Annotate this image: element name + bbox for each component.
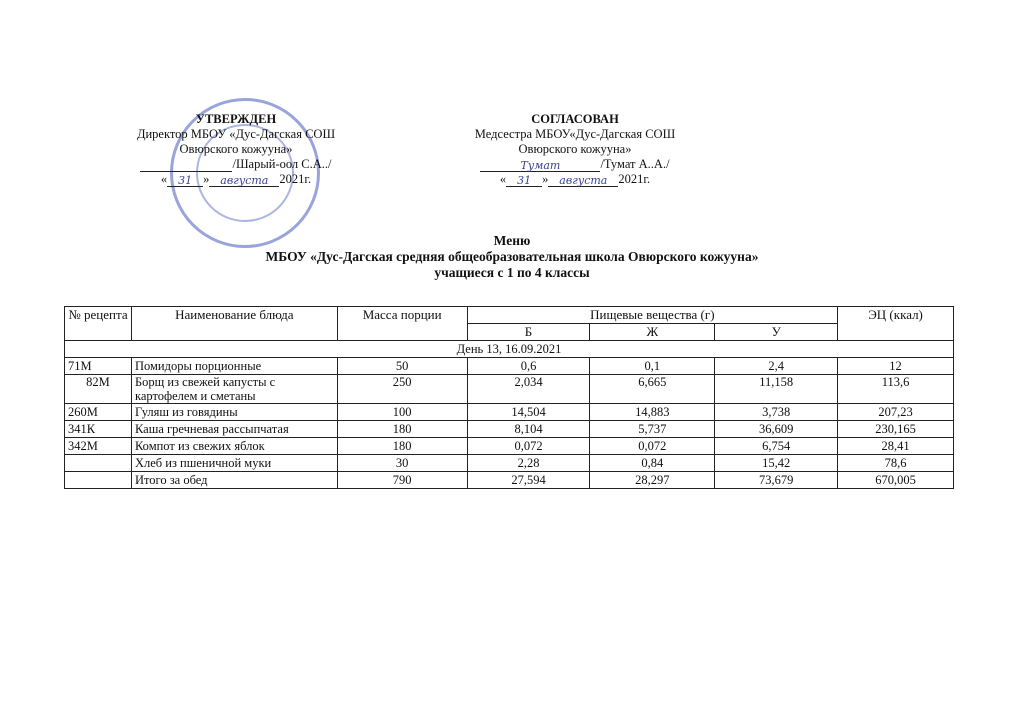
agreed-date-open-quote: « bbox=[499, 172, 507, 186]
cell-recipe: 341К bbox=[65, 421, 132, 438]
cell-carbs: 6,754 bbox=[715, 438, 838, 455]
total-fat: 28,297 bbox=[590, 472, 715, 489]
cell-energy: 230,165 bbox=[838, 421, 954, 438]
cell-carbs: 2,4 bbox=[715, 358, 838, 375]
approved-signature-field bbox=[140, 158, 232, 172]
cell-weight: 180 bbox=[337, 438, 467, 455]
approved-heading: УТВЕРЖДЕН bbox=[195, 112, 277, 126]
day-row bbox=[65, 341, 954, 358]
cell-dish: Каша гречневая рассыпчатая bbox=[131, 421, 337, 438]
agreed-date-year: 2021г. bbox=[618, 172, 651, 186]
table-row bbox=[65, 455, 954, 472]
agreed-signature-field: Тумат bbox=[480, 158, 600, 172]
cell-dish: Компот из свежих яблок bbox=[131, 438, 337, 455]
approved-date-open-quote: « bbox=[160, 172, 168, 186]
cell-dish: Помидоры порционные bbox=[131, 358, 337, 375]
approved-signer: /Шарый-оол С.А../ bbox=[232, 157, 332, 171]
cell-fat: 14,883 bbox=[590, 404, 715, 421]
header-protein: Б bbox=[467, 324, 590, 341]
cell-carbs: 15,42 bbox=[715, 455, 838, 472]
cell-recipe: 260М bbox=[65, 404, 132, 421]
agreed-date-day: 31 bbox=[506, 173, 542, 187]
cell-energy: 113,6 bbox=[838, 375, 954, 404]
agreed-signature-line bbox=[440, 157, 710, 172]
approved-position-line1: Директор МБОУ «Дус-Дагская СОШ bbox=[136, 127, 336, 141]
header-fat: Ж bbox=[590, 324, 715, 341]
header-energy: ЭЦ (ккал) bbox=[838, 307, 954, 341]
header-dish: Наименование блюда bbox=[131, 307, 337, 341]
title-school: МБОУ «Дус-Дагская средняя общеобразовательная школа Овюрского кожууна» bbox=[265, 249, 759, 264]
cell-protein: 2,28 bbox=[467, 455, 590, 472]
total-carbs: 73,679 bbox=[715, 472, 838, 489]
cell-weight: 50 bbox=[337, 358, 467, 375]
cell-fat: 5,737 bbox=[590, 421, 715, 438]
table-row bbox=[65, 438, 954, 455]
cell-protein: 2,034 bbox=[467, 375, 590, 404]
cell-energy: 78,6 bbox=[838, 455, 954, 472]
agreed-heading: СОГЛАСОВАН bbox=[531, 112, 619, 126]
approved-date-day: 31 bbox=[167, 173, 203, 187]
cell-energy: 207,23 bbox=[838, 404, 954, 421]
day-label: День 13, 16.09.2021 bbox=[65, 341, 954, 358]
title-grades: учащиеся с 1 по 4 классы bbox=[434, 265, 590, 280]
table-row bbox=[65, 404, 954, 421]
agreed-position-line1: Медсестра МБОУ«Дус-Дагская СОШ bbox=[474, 127, 676, 141]
cell-dish: Хлеб из пшеничной муки bbox=[131, 455, 337, 472]
header-carbs: У bbox=[715, 324, 838, 341]
title-menu: Меню bbox=[493, 233, 531, 248]
approved-date-close-quote: » bbox=[203, 172, 210, 186]
table-row bbox=[65, 421, 954, 438]
approved-signature-line bbox=[96, 157, 376, 172]
cell-weight: 250 bbox=[337, 375, 467, 404]
total-energy: 670,005 bbox=[838, 472, 954, 489]
approved-date-year: 2021г. bbox=[279, 172, 312, 186]
agreed-date-month: августа bbox=[548, 173, 618, 187]
cell-recipe: 342М bbox=[65, 438, 132, 455]
table-row bbox=[65, 375, 954, 404]
agreed-position-line2: Овюрского кожууна» bbox=[518, 142, 632, 156]
document-title bbox=[0, 233, 1024, 281]
cell-protein: 14,504 bbox=[467, 404, 590, 421]
approved-block bbox=[96, 112, 376, 187]
cell-fat: 6,665 bbox=[590, 375, 715, 404]
approved-date-line bbox=[96, 172, 376, 187]
agreed-block bbox=[440, 112, 710, 187]
cell-fat: 0,072 bbox=[590, 438, 715, 455]
cell-carbs: 36,609 bbox=[715, 421, 838, 438]
cell-recipe: 71М bbox=[65, 358, 132, 375]
total-weight: 790 bbox=[337, 472, 467, 489]
cell-protein: 0,6 bbox=[467, 358, 590, 375]
cell-dish: Борщ из свежей капусты с картофелем и сметаны bbox=[131, 375, 337, 404]
cell-carbs: 3,738 bbox=[715, 404, 838, 421]
agreed-signer: /Тумат А..А./ bbox=[600, 157, 670, 171]
cell-recipe: 82М bbox=[65, 375, 132, 404]
menu-table bbox=[64, 306, 954, 489]
approved-date-month: августа bbox=[209, 173, 279, 187]
cell-carbs: 11,158 bbox=[715, 375, 838, 404]
agreed-date-line bbox=[440, 172, 710, 187]
total-protein: 27,594 bbox=[467, 472, 590, 489]
header-nutrients: Пищевые вещества (г) bbox=[467, 307, 838, 324]
cell-weight: 180 bbox=[337, 421, 467, 438]
header-recipe: № рецепта bbox=[65, 307, 132, 341]
approved-position-line2: Овюрского кожууна» bbox=[179, 142, 293, 156]
header-weight: Масса порции bbox=[337, 307, 467, 341]
cell-protein: 8,104 bbox=[467, 421, 590, 438]
cell-weight: 30 bbox=[337, 455, 467, 472]
cell-dish: Гуляш из говядины bbox=[131, 404, 337, 421]
cell-energy: 28,41 bbox=[838, 438, 954, 455]
total-label: Итого за обед bbox=[131, 472, 337, 489]
cell-fat: 0,84 bbox=[590, 455, 715, 472]
cell-protein: 0,072 bbox=[467, 438, 590, 455]
cell-weight: 100 bbox=[337, 404, 467, 421]
cell-recipe bbox=[65, 472, 132, 489]
total-row bbox=[65, 472, 954, 489]
cell-energy: 12 bbox=[838, 358, 954, 375]
table-row bbox=[65, 358, 954, 375]
agreed-date-close-quote: » bbox=[542, 172, 549, 186]
cell-recipe bbox=[65, 455, 132, 472]
cell-fat: 0,1 bbox=[590, 358, 715, 375]
header-row bbox=[65, 307, 954, 324]
